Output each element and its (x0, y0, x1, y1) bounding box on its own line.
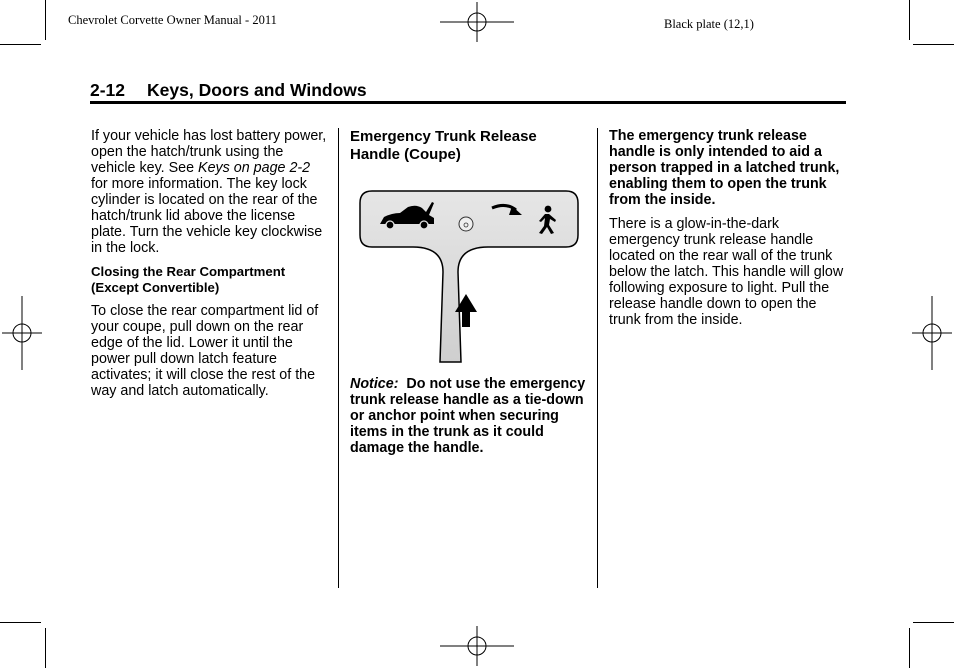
registration-mark-bottom (440, 626, 514, 666)
crop-mark (45, 0, 46, 40)
page-number: 2-12 (90, 80, 126, 100)
crop-mark (0, 44, 41, 45)
crop-mark (909, 628, 910, 668)
left-column (91, 128, 327, 407)
crop-mark (913, 622, 954, 623)
notice-block (350, 376, 586, 464)
notice-label: Notice: (350, 376, 399, 392)
registration-mark-top (440, 2, 514, 42)
section-title: Keys, Doors and Windows (147, 80, 367, 100)
section-header (90, 80, 367, 101)
glow-dot-icon (459, 217, 473, 231)
crop-mark (909, 0, 910, 40)
manual-title: Chevrolet Corvette Owner Manual - 2011 (68, 13, 277, 27)
intro-paragraph: If your vehicle has lost battery power, open the hatch/trunk using the vehicle key. See Keys on page 2‑2 for more information. The key lock cylinder is located on the rear of the hatch/trunk lid above the license plate. Turn the vehicle key clockwise in the lock. (91, 128, 327, 256)
right-column (609, 128, 849, 336)
notice-paragraph (350, 376, 586, 456)
section-rule (90, 101, 846, 104)
trunk-release-handle-illustration (358, 190, 580, 366)
emergency-release-heading: Emergency Trunk Release Handle (Coupe) (350, 128, 537, 163)
crop-mark (0, 622, 41, 623)
middle-column (350, 128, 586, 172)
crop-mark (913, 44, 954, 45)
column-divider (597, 128, 598, 588)
crop-mark (45, 628, 46, 668)
column-divider (338, 128, 339, 588)
keys-cross-reference[interactable]: Keys on page 2‑2 (198, 160, 311, 176)
plate-info: Black plate (12,1) (664, 17, 754, 31)
registration-mark-right (912, 296, 952, 370)
closing-paragraph: To close the rear compartment lid of your coupe, pull down on the rear edge of the lid. Lower it until the power pull down latch feature activates; it will close the rest of the way and latch automatically. (91, 303, 319, 399)
notice-text: Do not use the emergency trunk release handle as a tie-down or anchor point when securing items in the trunk as it could damage the handle. (350, 376, 586, 456)
closing-rear-compartment-subheading: Closing the Rear Compartment (Except Convertible) (91, 264, 286, 295)
handle-purpose-paragraph: The emergency trunk release handle is only intended to aid a person trapped in a latched trunk, enabling them to open the trunk from the inside. (609, 128, 840, 208)
registration-mark-left (2, 296, 42, 370)
glow-handle-paragraph: There is a glow-in-the-dark emergency trunk release handle located on the rear wall of the trunk below the latch. This handle will glow following exposure to light. Pull the release handle down to open the trunk from the inside. (609, 216, 844, 328)
